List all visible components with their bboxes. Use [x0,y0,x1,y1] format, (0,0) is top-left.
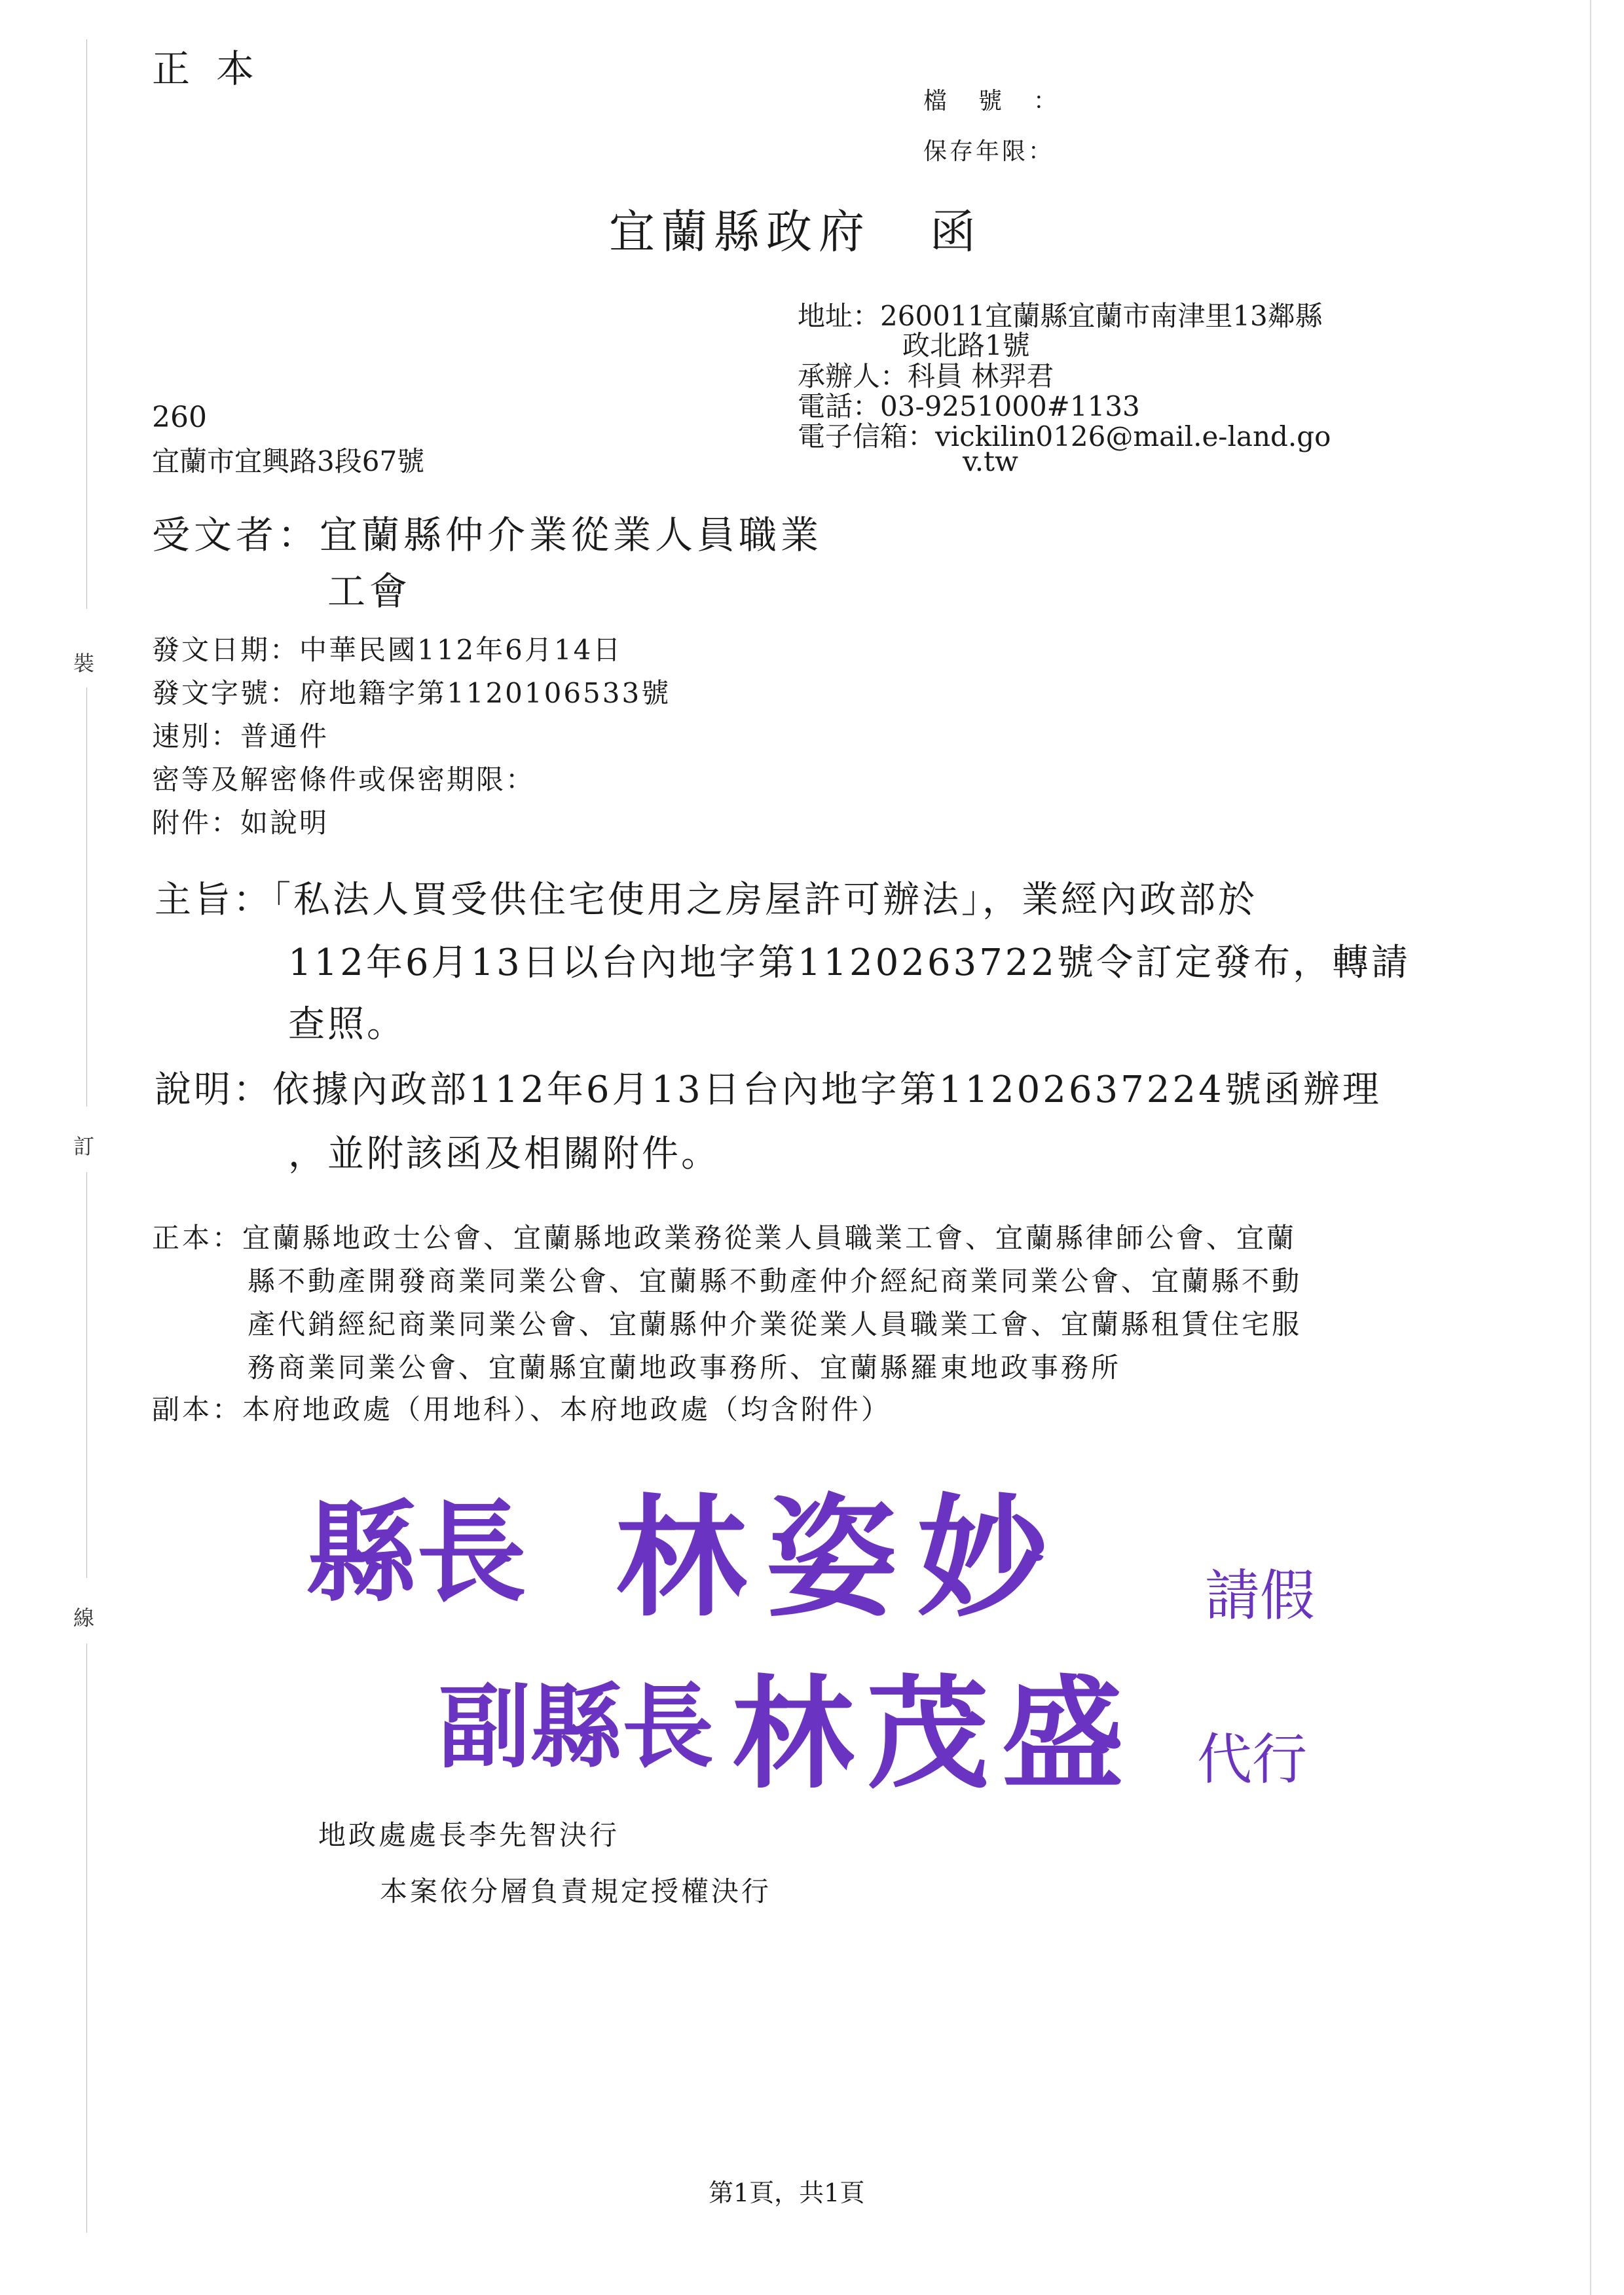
binding-mark-ding: 訂 [73,1134,95,1159]
original-recipients-line4: 務商業同業公會、宜蘭縣宜蘭地政事務所、宜蘭縣羅東地政事務所 [248,1351,1122,1384]
copy-type-label: 正本 [152,46,281,91]
on-leave-note: 請假 [1205,1564,1316,1628]
explanation-line1: 說明：依據內政部112年6月13日台內地字第11202637224號函辦理 [155,1069,1382,1111]
acting-note: 代行 [1197,1727,1308,1791]
sender-address-line1: 地址：260011宜蘭縣宜蘭市南津里13鄰縣 [798,300,1323,332]
recipient-line2: 工會 [327,569,412,614]
binding-mark-zhuang: 裝 [73,651,95,676]
recipient-zip-code: 260 [152,401,207,434]
binding-dotted-line [86,1172,87,1578]
sender-email-line2: v.tw [963,445,1018,477]
deputy-title-stamp: 副縣長 [439,1674,714,1781]
document-number: 發文字號：府地籍字第1120106533號 [152,677,671,709]
explanation-line2: ，並附該函及相關附件。 [288,1133,720,1175]
magistrate-name-stamp: 林姿妙 [616,1481,1068,1635]
original-recipients-line3: 產代銷經紀商業同業公會、宜蘭縣仲介業從業人員職業工會、宜蘭縣租賃住宅服 [248,1308,1302,1340]
subject-line2: 112年6月13日以台內地字第1120263722號令訂定發布，轉請 [288,942,1411,984]
file-number-colon: ： [1033,88,1060,115]
binding-dotted-line [86,688,87,1107]
document-title [609,195,982,261]
sender-handler: 承辦人：科員 林羿君 [798,360,1054,392]
attachment-field: 附件：如說明 [152,807,329,839]
secrecy-level: 密等及解密條件或保密期限： [152,763,536,796]
sender-phone: 電話：03-9251000#1133 [798,390,1140,422]
scan-edge-line [1590,0,1591,2295]
issue-date: 發文日期：中華民國112年6月14日 [152,634,623,666]
approval-line1: 地政處處長李先智決行 [318,1819,620,1851]
binding-dotted-line [86,39,87,609]
subject-line1: 主旨：「私法人買受供住宅使用之房屋許可辦法」，業經內政部於 [155,879,1257,921]
recipient-address: 宜蘭市宜興路3段67號 [152,445,425,477]
original-recipients-line1: 正本：宜蘭縣地政士公會、宜蘭縣地政業務從業人員職業工會、宜蘭縣律師公會、宜蘭 [152,1222,1297,1254]
original-recipients-line2: 縣不動產開發商業同業公會、宜蘭縣不動產仲介經紀商業同業公會、宜蘭縣不動 [248,1265,1302,1297]
recipient-line1: 受文者：宜蘭縣仲介業從業人員職業 [152,513,823,557]
retention-period-label: 保存年限： [923,138,1055,165]
binding-dotted-line [86,1643,87,2233]
sender-address-line2: 政北路1號 [902,329,1030,361]
issuing-organization: 宜蘭縣政府 [609,205,871,259]
document-type: 函 [930,205,982,259]
approval-line2: 本案依分層負責規定授權決行 [380,1875,772,1907]
deputy-name-stamp: 林茂盛 [732,1662,1137,1805]
page-number: 第1頁，共1頁 [709,2178,865,2207]
subject-line3: 查照。 [288,1003,406,1046]
file-number-field [923,83,1060,116]
delivery-speed: 速別：普通件 [152,720,329,752]
copy-recipients: 副本：本府地政處（用地科）、本府地政處（均含附件） [152,1393,892,1425]
magistrate-title-stamp: 縣長 [306,1488,526,1617]
sender-email-line1: 電子信箱：vickilin0126@mail.e-land.go [798,420,1331,452]
binding-mark-xian: 線 [73,1606,95,1630]
file-number-label: 檔號 [923,88,1034,115]
